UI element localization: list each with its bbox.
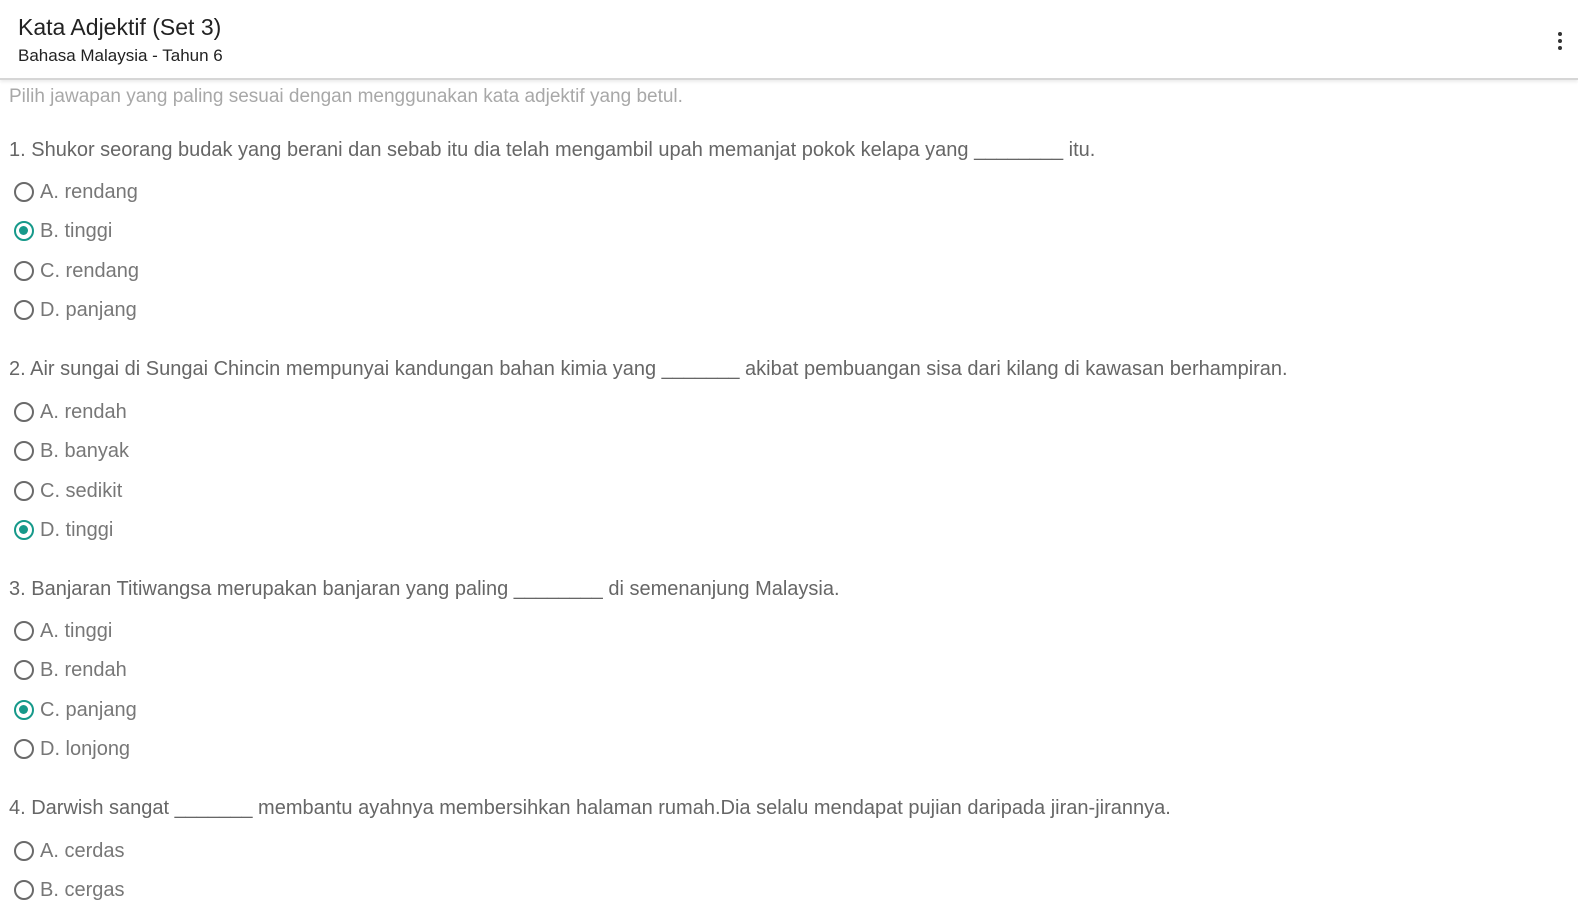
quiz-content[interactable]: [0, 82, 1578, 900]
menu-dot: [1558, 46, 1562, 50]
radio-button[interactable]: [14, 402, 34, 422]
option-label: C. sedikit: [40, 479, 123, 502]
option-q2-b[interactable]: [14, 432, 129, 472]
question-3-text: 3. Banjaran Titiwangsa merupakan banjaran yang paling ________ di semenanjung Malaysia.: [9, 578, 840, 600]
option-q1-c[interactable]: [14, 251, 139, 291]
radio-button-selected[interactable]: [14, 700, 34, 720]
menu-dot: [1558, 32, 1562, 36]
option-q1-d[interactable]: [14, 291, 139, 331]
radio-button[interactable]: [14, 300, 34, 320]
option-q2-d[interactable]: [14, 511, 129, 551]
option-q3-b[interactable]: [14, 651, 137, 691]
radio-button[interactable]: [14, 621, 34, 641]
page-subtitle: Bahasa Malaysia - Tahun 6: [18, 46, 223, 65]
option-label: C. panjang: [40, 698, 137, 721]
radio-button[interactable]: [14, 880, 34, 900]
question-2-options: [14, 392, 129, 550]
question-4-text: 4. Darwish sangat _______ membantu ayahnya membersihkan halaman rumah.Dia selalu mendapat pujian daripada jiran-jirannya.: [9, 797, 1171, 819]
option-q1-a[interactable]: [14, 172, 139, 212]
option-q4-b[interactable]: [14, 871, 124, 900]
option-q4-a[interactable]: [14, 831, 124, 871]
radio-button-selected[interactable]: [14, 520, 34, 540]
option-label: B. banyak: [40, 440, 129, 463]
question-4-options: [14, 831, 124, 900]
option-label: A. rendah: [40, 400, 127, 423]
radio-button[interactable]: [14, 441, 34, 461]
option-label: A. cerdas: [40, 839, 125, 862]
option-label: C. rendang: [40, 259, 139, 282]
radio-button[interactable]: [14, 660, 34, 680]
page-title: Kata Adjektif (Set 3): [18, 14, 222, 40]
radio-button-selected[interactable]: [14, 221, 34, 241]
question-3-options: [14, 611, 137, 769]
question-2-text: 2. Air sungai di Sungai Chincin mempunyai kandungan bahan kimia yang _______ akibat pembuangan sisa dari kilang di kawasan berhampiran.: [9, 358, 1288, 380]
more-vert-icon[interactable]: [1550, 24, 1570, 58]
question-1-text: 1. Shukor seorang budak yang berani dan sebab itu dia telah mengambil upah memanjat pokok kelapa yang ________ itu.: [9, 139, 1096, 161]
radio-button[interactable]: [14, 841, 34, 861]
option-label: D. panjang: [40, 299, 137, 322]
radio-button[interactable]: [14, 481, 34, 501]
instruction-text: Pilih jawapan yang paling sesuai dengan menggunakan kata adjektif yang betul.: [9, 86, 683, 107]
option-label: B. tinggi: [40, 220, 113, 243]
option-q2-c[interactable]: [14, 471, 129, 511]
option-q3-c[interactable]: [14, 690, 137, 730]
radio-button[interactable]: [14, 182, 34, 202]
option-q2-a[interactable]: [14, 392, 129, 432]
option-q3-d[interactable]: [14, 730, 137, 770]
radio-button[interactable]: [14, 261, 34, 281]
option-label: A. tinggi: [40, 619, 113, 642]
option-label: D. lonjong: [40, 738, 131, 761]
option-label: D. tinggi: [40, 519, 114, 542]
option-label: B. rendah: [40, 659, 127, 682]
app-bar: [0, 0, 1578, 80]
option-label: B. cergas: [40, 879, 125, 900]
option-q1-b[interactable]: [14, 212, 139, 252]
radio-button[interactable]: [14, 739, 34, 759]
option-label: A. rendang: [40, 180, 138, 203]
question-1-options: [14, 172, 139, 330]
menu-dot: [1558, 39, 1562, 43]
option-q3-a[interactable]: [14, 611, 137, 651]
